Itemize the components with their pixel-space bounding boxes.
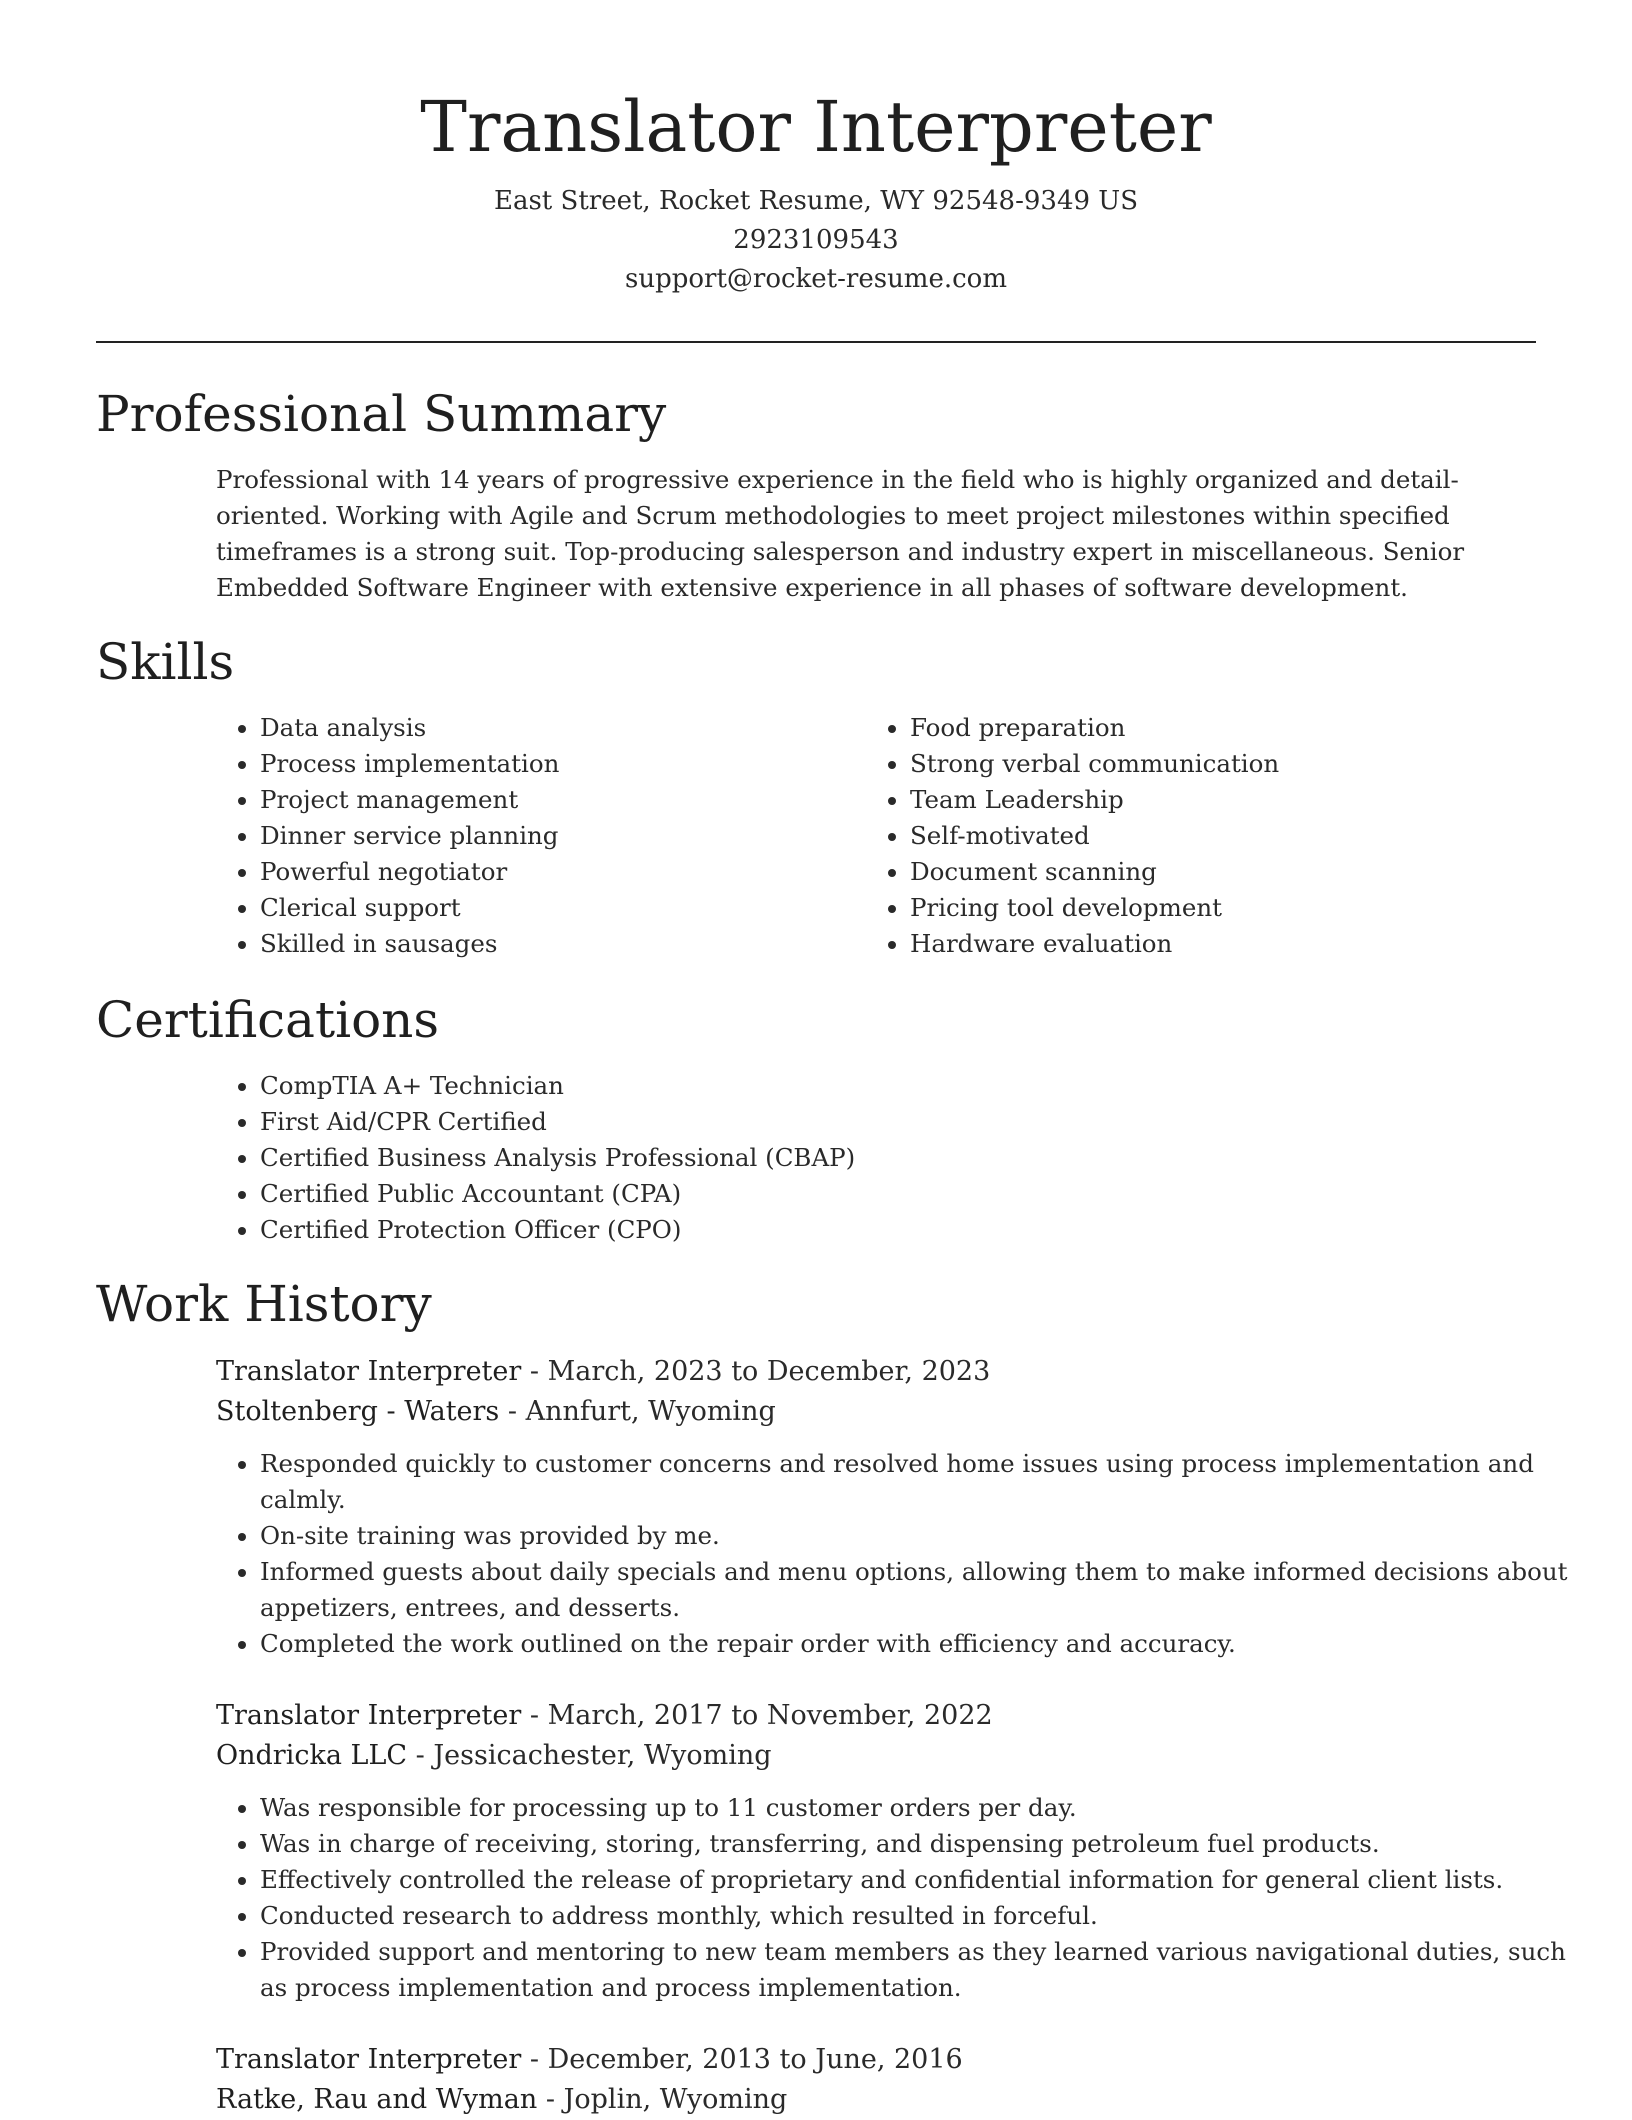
job-dates: - December, 2013 to June, 2016 <box>521 2044 963 2075</box>
skill-item: • Pricing tool development <box>910 890 1550 926</box>
job-bullet: • Informed guests about daily specials and menu options, allowing them to make informed decisions about appetizers, entrees, and desserts. <box>260 1554 1580 1626</box>
phone: 2923109543 <box>733 225 899 255</box>
skill-item: • Clerical support <box>260 890 820 926</box>
skill-item: • Powerful negotiator <box>260 854 820 890</box>
certification-item: • Certified Protection Officer (CPO) <box>260 1212 1580 1248</box>
job-bullet: • Was responsible for processing up to 11 customer orders per day. <box>260 1790 1580 1826</box>
certification-item: • CompTIA A+ Technician <box>260 1068 1580 1104</box>
job-bullets <box>216 1446 1580 1662</box>
skill-item: • Document scanning <box>910 854 1550 890</box>
skill-item: • Data analysis <box>260 710 820 746</box>
job-bullets <box>216 1790 1580 2006</box>
job-bullet: • Provided support and mentoring to new team members as they learned various navigational duties, such as process implementation and process implementation. <box>260 1934 1580 2006</box>
job-dates: - March, 2017 to November, 2022 <box>521 1700 993 1731</box>
skill-item: • Process implementation <box>260 746 820 782</box>
skill-item: • Team Leadership <box>910 782 1550 818</box>
job-employer: Stoltenberg - Waters <box>216 1396 500 1427</box>
certifications-heading: Certifications <box>96 991 440 1049</box>
summary-text: Professional with 14 years of progressive experience in the field who is highly organized and detail-oriented. Working with Agile and Scrum methodologies to meet project milestones within specified timeframes is a strong suit. Top-producing salesperson and industry expert in miscellaneous. Senior Embedded Software Engineer with extensive experience in all phases of software development. <box>216 465 1465 602</box>
job-bullet: • Was in charge of receiving, storing, transferring, and dispensing petroleum fuel products. <box>260 1826 1580 1862</box>
skill-item: • Project management <box>260 782 820 818</box>
skills-list-right <box>866 710 1550 962</box>
job-title-line <box>216 1352 1536 1392</box>
skill-item: • Skilled in sausages <box>260 926 820 962</box>
work-history-heading: Work History <box>96 1275 432 1333</box>
skill-item: • Hardware evaluation <box>910 926 1550 962</box>
job-location: - Jessicachester, Wyoming <box>407 1740 772 1771</box>
job-location: - Annfurt, Wyoming <box>499 1396 776 1427</box>
job-title-line <box>216 2040 1536 2080</box>
certification-item: • Certified Public Accountant (CPA) <box>260 1176 1580 1212</box>
summary-heading: Professional Summary <box>96 385 667 443</box>
job-employer-line <box>216 1736 1536 1776</box>
job-bullet: • Conducted research to address monthly, which resulted in forceful. <box>260 1898 1580 1934</box>
job-bullet: • Responded quickly to customer concerns and resolved home issues using process implementation and calmly. <box>260 1446 1580 1518</box>
job-employer: Ratke, Rau and Wyman <box>216 2084 538 2115</box>
skills-list-left <box>216 710 820 962</box>
certifications-list <box>216 1068 1580 1248</box>
job-location: - Joplin, Wyoming <box>537 2084 788 2115</box>
skills-heading: Skills <box>96 633 235 691</box>
skill-item: • Dinner service planning <box>260 818 820 854</box>
job-employer-line <box>216 2080 1536 2120</box>
job-bullet: • Effectively controlled the release of proprietary and confidential information for general client lists. <box>260 1862 1580 1898</box>
job-bullet: • On-site training was provided by me. <box>260 1518 1580 1554</box>
header-divider <box>96 341 1536 343</box>
job-dates: - March, 2023 to December, 2023 <box>521 1356 991 1387</box>
job-title-line <box>216 1696 1536 1736</box>
job-bullet: • Completed the work outlined on the repair order with efficiency and accuracy. <box>260 1626 1580 1662</box>
certification-item: • First Aid/CPR Certified <box>260 1104 1580 1140</box>
skill-item: • Food preparation <box>910 710 1550 746</box>
job-employer-line <box>216 1392 1536 1432</box>
job-employer: Ondricka LLC <box>216 1740 408 1771</box>
email: support@rocket-resume.com <box>624 264 1007 294</box>
job-role: Translator Interpreter <box>216 2044 522 2075</box>
skill-item: • Strong verbal communication <box>910 746 1550 782</box>
certification-item: • Certified Business Analysis Professional (CBAP) <box>260 1140 1580 1176</box>
skill-item: • Self-motivated <box>910 818 1550 854</box>
candidate-name: Translator Interpreter <box>420 86 1212 168</box>
job-role: Translator Interpreter <box>216 1356 522 1387</box>
address: East Street, Rocket Resume, WY 92548-9349 US <box>493 186 1139 216</box>
resume-header <box>96 80 1536 299</box>
job-role: Translator Interpreter <box>216 1700 522 1731</box>
